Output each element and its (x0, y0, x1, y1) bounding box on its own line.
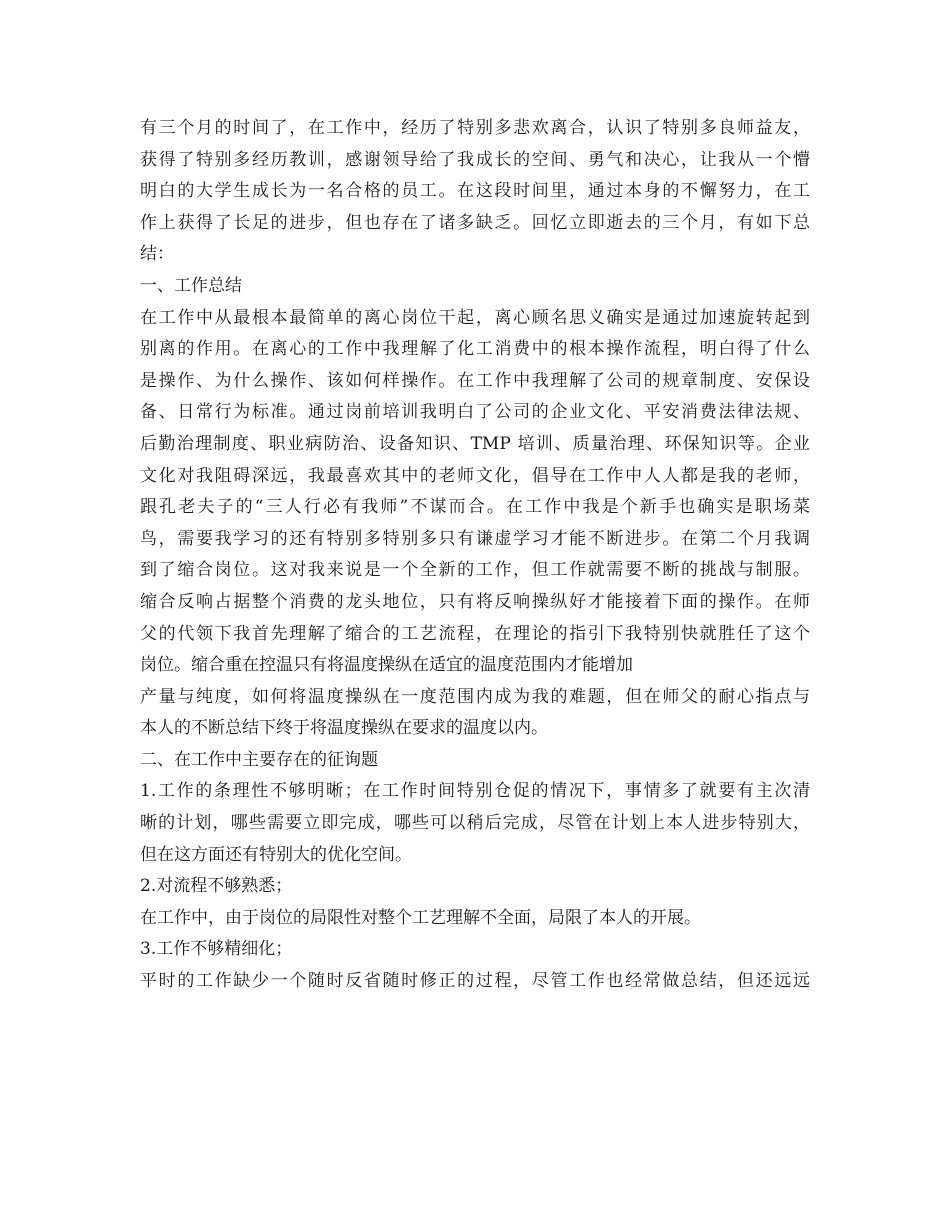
paragraph-line: 平时的工作缺少一个随时反省随时修正的过程，尽管工作也经常做总结，但还远远 (140, 971, 810, 992)
paragraph-line: 备、日常行为标准。通过岗前培训我明白了公司的企业文化、平安消费法律法规、 (140, 402, 810, 423)
paragraph-line: 岗位。缩合重在控温只有将温度操纵在适宜的温度范围内才能增加 (140, 655, 633, 676)
paragraph-line: 作上获得了长足的进步，但也存在了诸多缺乏。回忆立即逝去的三个月，有如下总 (140, 212, 810, 233)
list-item-heading: 3.工作不够精细化； (140, 939, 293, 960)
paragraph-line: 但在这方面还有特别大的优化空间。 (140, 844, 412, 865)
paragraph-line: 别离的作用。在离心的工作中我理解了化工消费中的根本操作流程，明白得了什么 (140, 339, 810, 360)
paragraph-line: 本人的不断总结下终于将温度操纵在要求的温度以内。 (140, 718, 548, 739)
paragraph-line: 后勤治理制度、职业病防治、设备知识、TMP 培训、质量治理、环保知识等。企业 (140, 433, 810, 454)
paragraph-line: 有三个月的时间了，在工作中，经历了特别多悲欢离合，认识了特别多良师益友， (140, 118, 810, 138)
paragraph-line: 父的代领下我首先理解了缩合的工艺流程，在理论的指引下我特别快就胜任了这个 (140, 623, 810, 644)
paragraph-line: 跟孔老夫子的“三人行必有我师”不谋而合。在工作中我是个新手也确实是职场菜 (140, 497, 810, 518)
section-heading: 二、在工作中主要存在的征询题 (140, 749, 378, 770)
list-item-heading: 2.对流程不够熟悉； (140, 876, 293, 897)
document-body (140, 113, 820, 998)
paragraph-line: 在工作中，由于岗位的局限性对整个工艺理解不全面，局限了本人的开展。 (140, 907, 701, 928)
paragraph-line: 结： (140, 244, 174, 265)
paragraph-line: 鸟，需要我学习的还有特别多特别多只有谦虚学习才能不断进步。在第二个月我调 (140, 528, 810, 549)
section-heading: 一、工作总结 (140, 275, 242, 296)
paragraph-line: 1.工作的条理性不够明晰；在工作时间特别仓促的情况下，事情多了就要有主次清 (140, 781, 810, 802)
paragraph-line: 是操作、为什么操作、该如何样操作。在工作中我理解了公司的规章制度、安保设 (140, 370, 810, 391)
paragraph-line: 到了缩合岗位。这对我来说是一个全新的工作，但工作就需要不断的挑战与制服。 (140, 560, 810, 581)
paragraph-line: 缩合反响占据整个消费的龙头地位，只有将反响操纵好才能接着下面的操作。在师 (140, 591, 810, 612)
paragraph-line: 获得了特别多经历教训，感谢领导给了我成长的空间、勇气和决心，让我从一个懵 (140, 149, 810, 170)
paragraph-line: 明白的大学生成长为一名合格的员工。在这段时间里，通过本身的不懈努力，在工 (140, 181, 810, 202)
paragraph-line: 在工作中从最根本最简单的离心岗位干起，离心顾名思义确实是通过加速旋转起到 (140, 307, 810, 328)
paragraph-line: 产量与纯度，如何将温度操纵在一度范围内成为我的难题，但在师父的耐心指点与 (140, 686, 810, 707)
paragraph-line: 文化对我阻碍深远，我最喜欢其中的老师文化，倡导在工作中人人都是我的老师， (140, 465, 810, 486)
paragraph-line: 晰的计划，哪些需要立即完成，哪些可以稍后完成，尽管在计划上本人进步特别大， (140, 813, 810, 834)
